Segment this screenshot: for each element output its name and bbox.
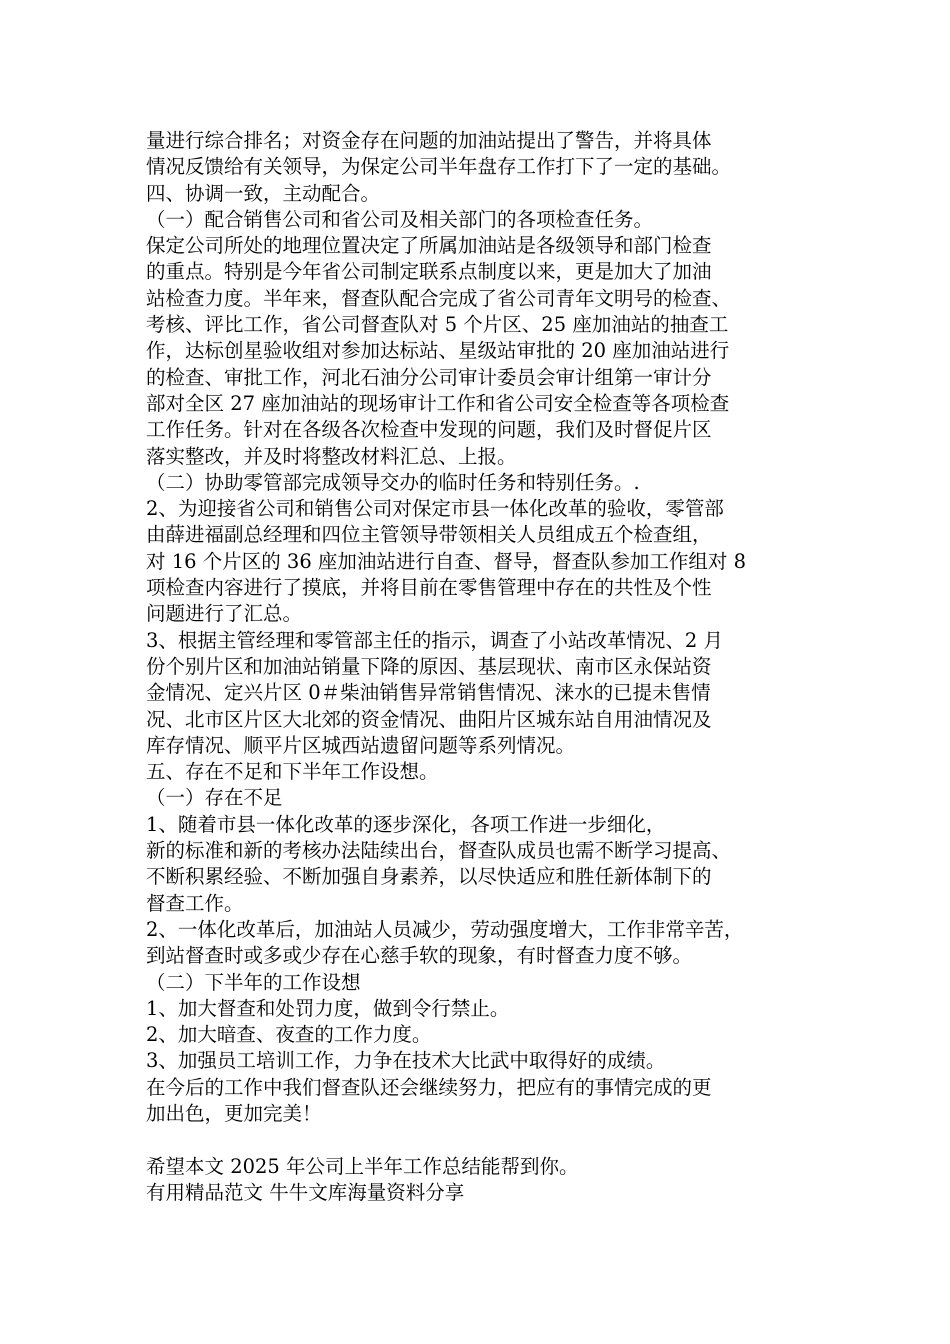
paragraph-line: 在今后的工作中我们督查队还会继续努力，把应有的事情完成的更 [146,1075,712,1099]
paragraph-line: 2、一体化改革后，加油站人员减少，劳动强度增大，工作非常辛苦， [146,917,744,941]
paragraph-line: 1、随着市县一体化改革的逐步深化，各项工作进一步细化， [146,812,666,836]
paragraph-line: 3、加强员工培训工作，力争在技术大比武中取得好的成绩。 [146,1049,666,1073]
paragraph-line: 作，达标创星验收组对参加达标站、星级站审批的 20 座加油站进行 [146,339,730,363]
paragraph-line: 的检查、审批工作，河北石油分公司审计委员会审计组第一审计分 [146,365,712,389]
paragraph-line: 3、根据主管经理和零管部主任的指示，调查了小站改革情况、2 月 [146,628,724,652]
paragraph-line: 的重点。特别是今年省公司制定联系点制度以来，更是加大了加油 [146,260,712,284]
subsection-heading: （一）配合销售公司和省公司及相关部门的各项检查任务。 [146,207,654,231]
paragraph-line: 2、加大暗查、夜查的工作力度。 [146,1023,432,1047]
paragraph-line: 况、北市区片区大北郊的资金情况、曲阳片区城东站自用油情况及 [146,707,712,731]
section-heading: 四、协调一致，主动配合。 [146,181,381,205]
paragraph-line: 情况反馈给有关领导，为保定公司半年盘存工作打下了一定的基础。 [146,155,732,179]
paragraph-line: 站检查力度。半年来，督查队配合完成了省公司青年文明号的检查、 [146,286,732,310]
paragraph-line: 工作任务。针对在各级各次检查中发现的问题，我们及时督促片区 [146,418,712,442]
paragraph-line: 库存情况、顺平片区城西站遗留问题等系列情况。 [146,733,576,757]
paragraph-line: 考核、评比工作，省公司督查队对 5 个片区、25 座加油站的抽查工 [146,313,729,337]
subsection-heading: （二）协助零管部完成领导交办的临时任务和特别任务。. [146,470,640,494]
paragraph-line: 不断积累经验、不断加强自身素养，以尽快适应和胜任新体制下的 [146,865,712,889]
paragraph-line: 2、为迎接省公司和销售公司对保定市县一体化改革的验收，零管部 [146,497,724,521]
paragraph-line: 到站督查时或多或少存在心慈手软的现象，有时督查力度不够。 [146,944,693,968]
paragraph-line: 份个别片区和加油站销量下降的原因、基层现状、南市区永保站资 [146,654,712,678]
paragraph-line: 问题进行了汇总。 [146,602,303,626]
paragraph-line: 加出色，更加完美！ [146,1101,322,1125]
paragraph-line: 项检查内容进行了摸底，并将目前在零售管理中存在的共性及个性 [146,576,712,600]
paragraph-line: 量进行综合排名；对资金存在问题的加油站提出了警告，并将具体 [146,129,712,152]
paragraph-line: 保定公司所处的地理位置决定了所属加油站是各级领导和部门检查 [146,234,712,258]
blank-line [146,1127,826,1153]
paragraph-line: 新的标准和新的考核办法陆续出台，督查队成员也需不断学习提高、 [146,839,732,863]
subsection-heading: （二）下半年的工作设想 [146,970,361,994]
subsection-heading: （一）存在不足 [146,786,283,810]
paragraph-line: 1、加大督查和处罚力度，做到令行禁止。 [146,996,510,1020]
section-heading: 五、存在不足和下半年工作设想。 [146,760,439,784]
paragraph-line: 督查工作。 [146,891,244,915]
footer-line: 希望本文 2025 年公司上半年工作总结能帮到你。 [146,1154,579,1178]
paragraph-line: 对 16 个片区的 36 座加油站进行自查、督导，督查队参加工作组对 8 [146,549,747,573]
paragraph-line: 部对全区 27 座加油站的现场审计工作和省公司安全检查等各项检查 [146,391,730,415]
footer-line: 有用精品范文 牛牛文库海量资料分享 [146,1180,465,1204]
paragraph-line: 由薛进福副总经理和四位主管领导带领相关人员组成五个检查组， [146,523,712,547]
paragraph-line: 金情况、定兴片区 0＃柴油销售异常销售情况、涞水的已提未售情 [146,681,711,705]
paragraph-line: 落实整改，并及时将整改材料汇总、上报。 [146,444,517,468]
document-body [146,128,826,1206]
